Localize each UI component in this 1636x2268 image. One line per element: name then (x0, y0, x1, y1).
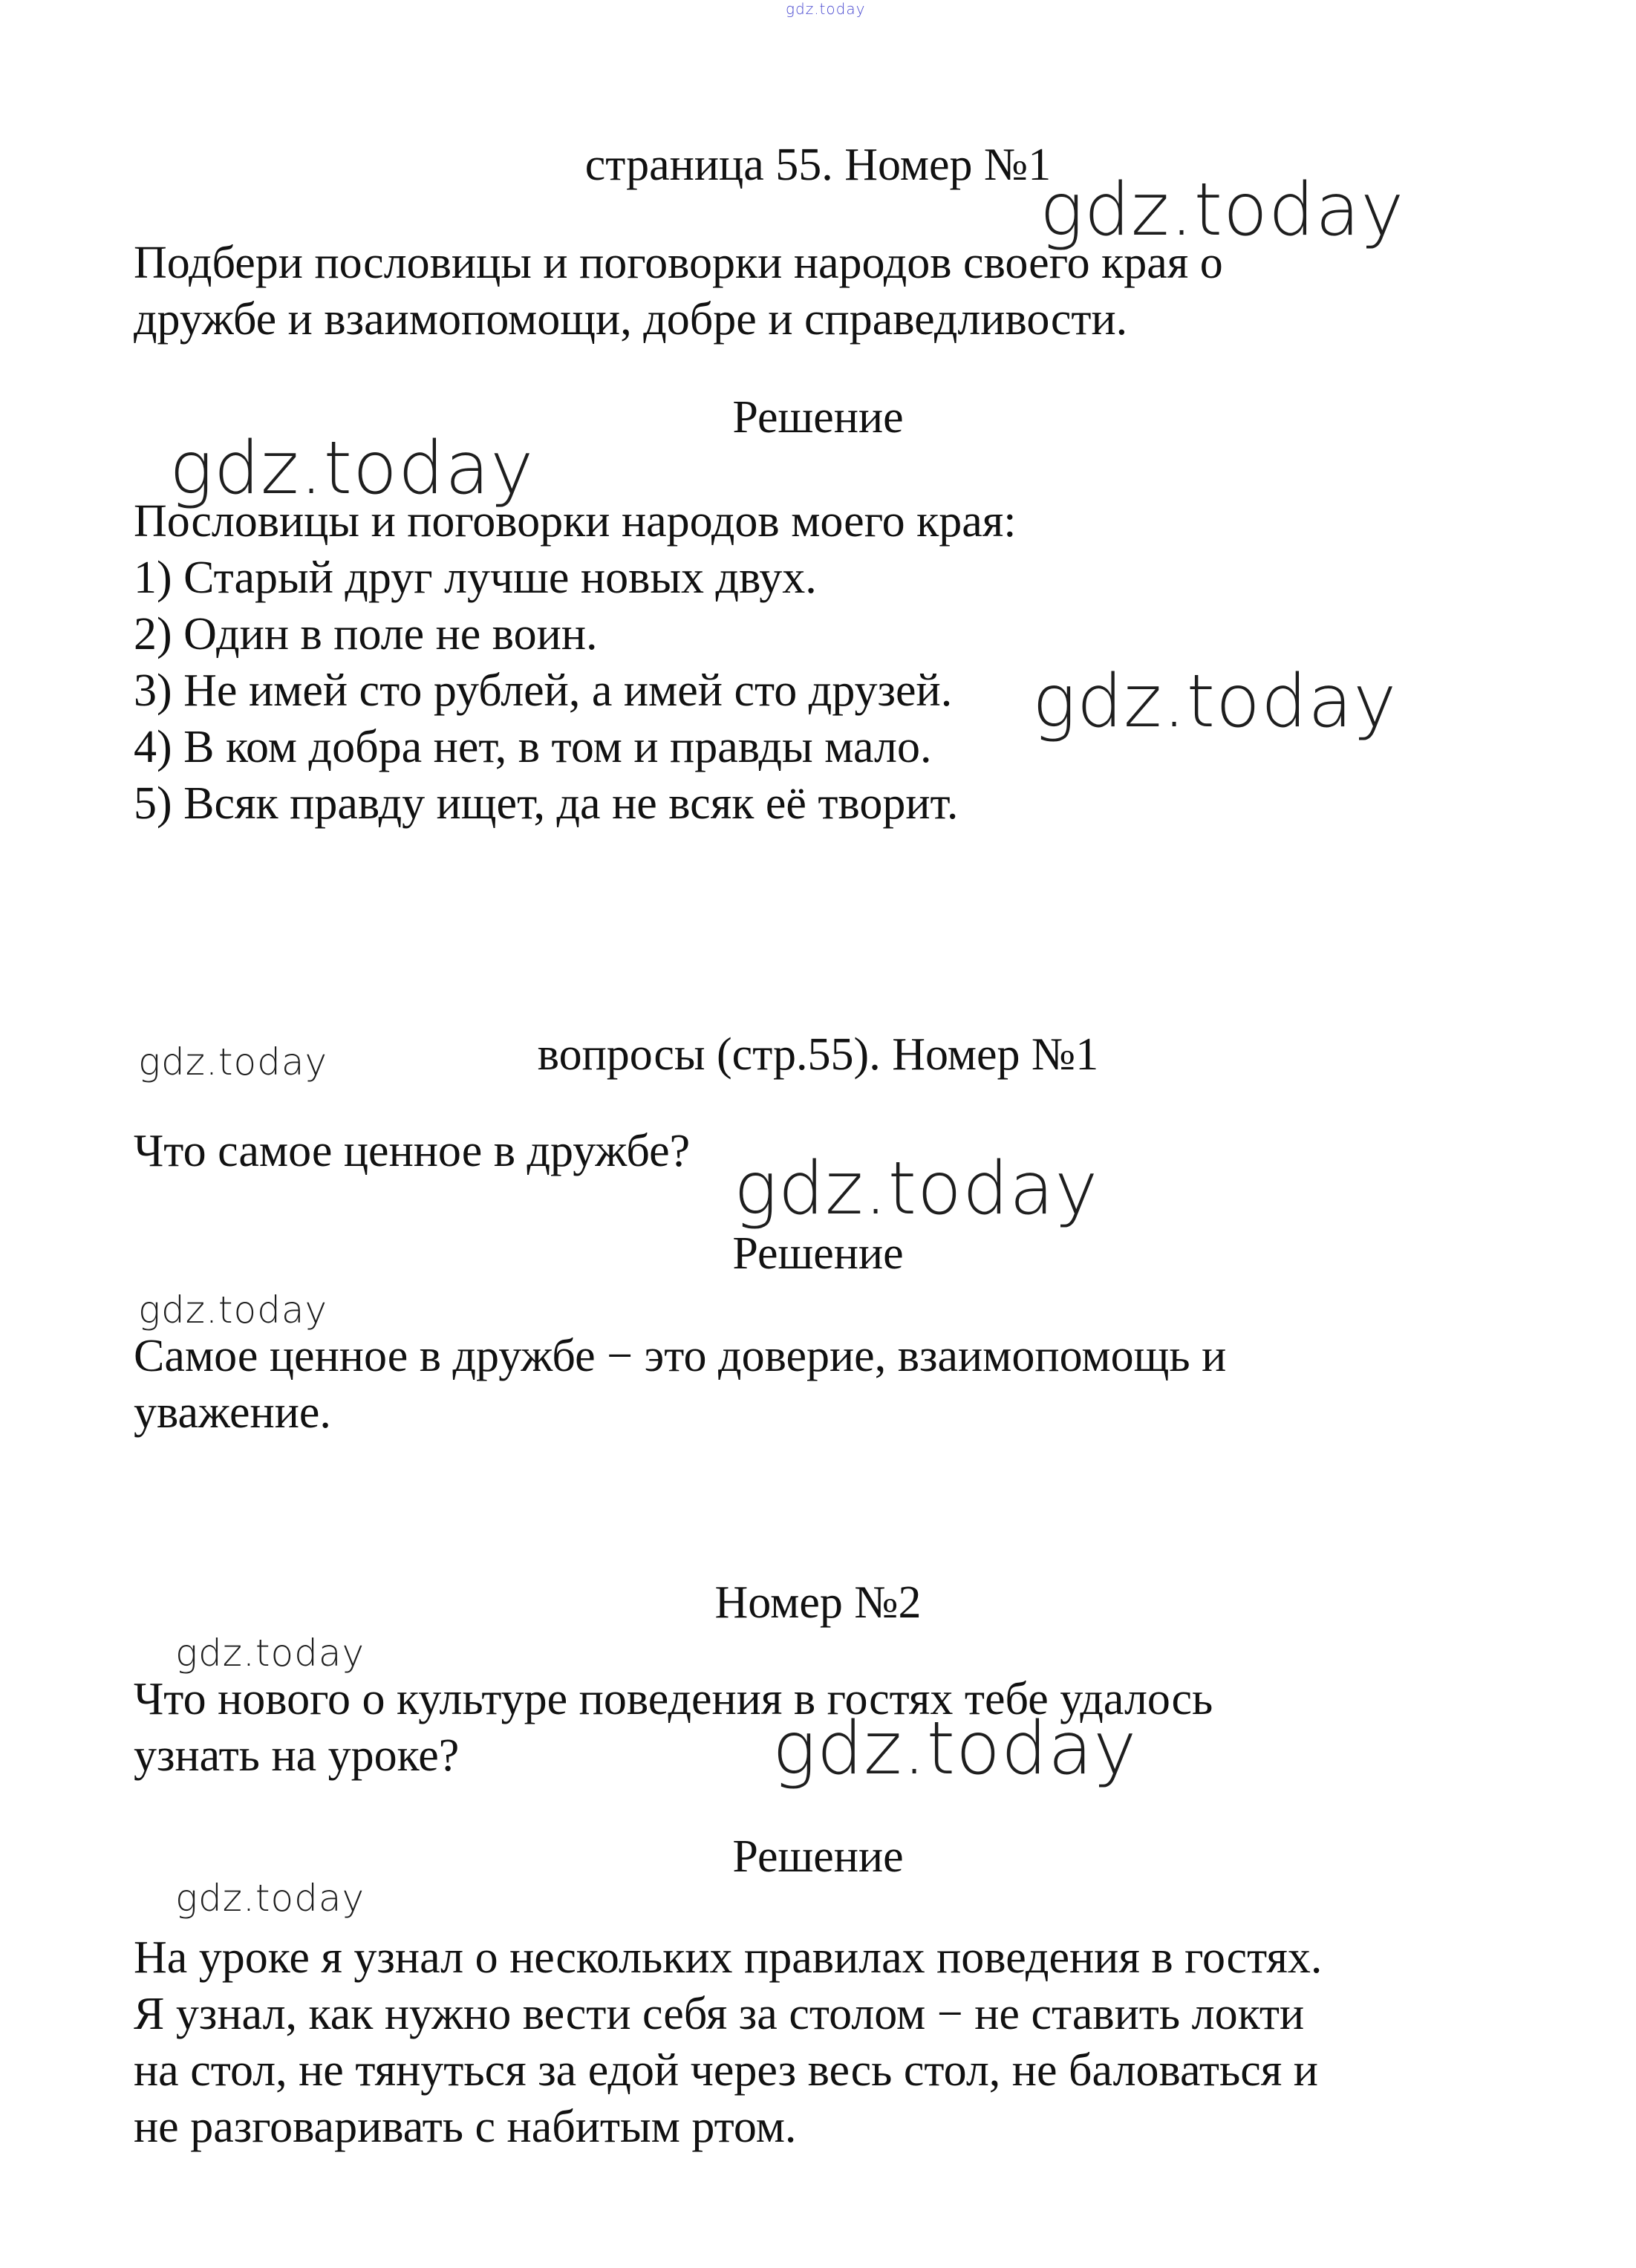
watermark: gdz.today (138, 1040, 328, 1084)
watermark: gdz.today (1032, 659, 1398, 744)
section-1-question-line-2: дружбе и взаимопомощи, добре и справедливости. (134, 294, 1128, 345)
section-3-answer-line-4: не разговаривать с набитым ртом. (134, 2102, 797, 2152)
section-1-solution-label: Решение (732, 392, 904, 443)
section-1-question-line-1: Подбери пословицы и поговорки народов своего края о (134, 238, 1223, 288)
top-watermark: gdz.today (786, 0, 866, 18)
section-1-title: страница 55. Номер №1 (584, 140, 1052, 190)
section-3-answer-line-2: Я узнал, как нужно вести себя за столом − не ставить локти (134, 1989, 1305, 2039)
section-3-answer-line-3: на стол, не тянуться за едой через весь стол, не баловаться и (134, 2045, 1318, 2096)
section-1-answer-line-2: 1) Старый друг лучше новых двух. (134, 553, 817, 603)
section-1-answer-line-6: 5) Всяк правду ищет, да не всяк её творит. (134, 778, 959, 829)
watermark: gdz.today (1040, 168, 1405, 252)
section-2-answer-line-1: Самое ценное в дружбе − это доверие, взаимопомощь и (134, 1331, 1227, 1381)
watermark: gdz.today (175, 1632, 365, 1675)
watermark: gdz.today (175, 1877, 365, 1920)
section-3-title: Номер №2 (714, 1577, 922, 1628)
section-1-answer-line-3: 2) Один в поле не воин. (134, 609, 598, 659)
section-3-question-line-1: Что нового о культуре поведения в гостях тебе удалось (134, 1674, 1213, 1724)
section-1-answer-line-1: Пословицы и поговорки народов моего края: (134, 496, 1017, 547)
section-2-title: вопросы (стр.55). Номер №1 (537, 1029, 1099, 1080)
section-1-answer-line-5: 4) В ком добра нет, в том и правды мало. (134, 722, 932, 772)
section-2-question-line-1: Что самое ценное в дружбе? (134, 1126, 691, 1176)
section-3-question-line-2: узнать на уроке? (134, 1730, 460, 1781)
watermark: gdz.today (138, 1288, 328, 1332)
watermark: gdz.today (734, 1147, 1099, 1231)
watermark: gdz.today (772, 1707, 1138, 1791)
section-3-solution-label: Решение (732, 1831, 904, 1882)
section-3-answer-line-1: На уроке я узнал о нескольких правилах поведения в гостях. (134, 1932, 1323, 1983)
section-2-answer-line-2: уважение. (134, 1387, 331, 1438)
section-2-solution-label: Решение (732, 1228, 904, 1279)
section-1-answer-line-4: 3) Не имей сто рублей, а имей сто друзей. (134, 665, 953, 716)
watermark: gdz.today (169, 426, 535, 511)
